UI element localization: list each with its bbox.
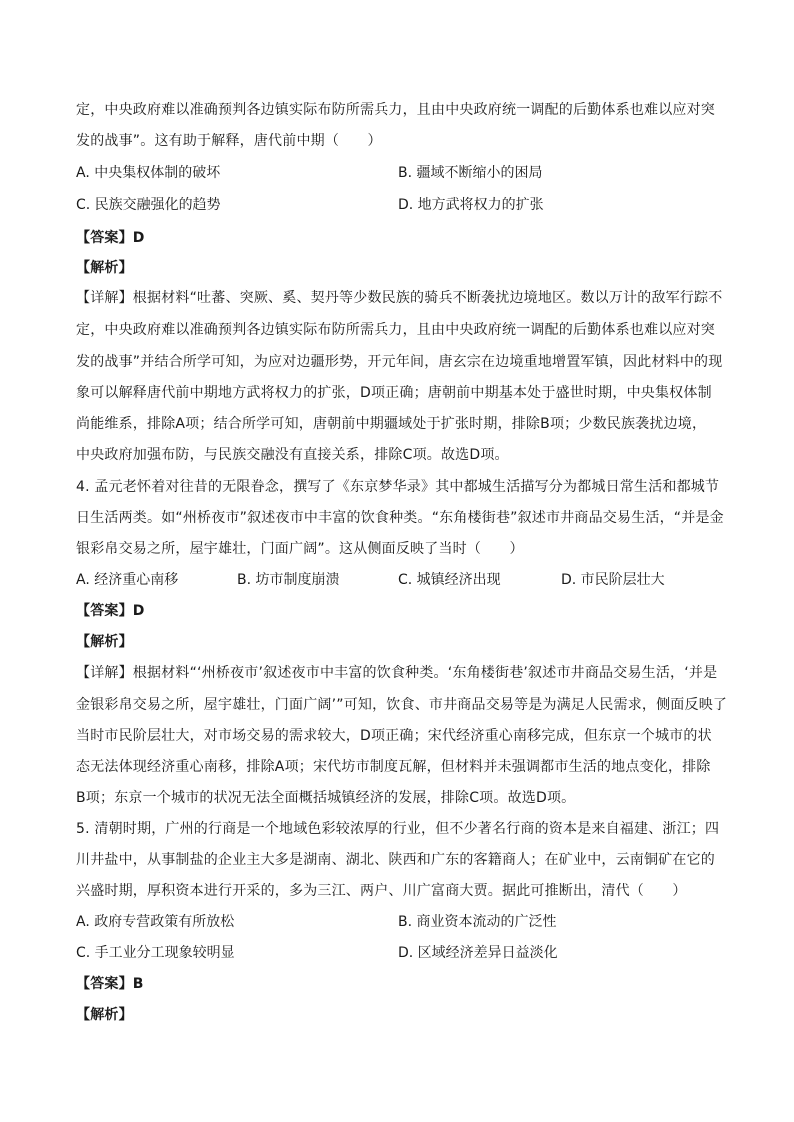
q3-detail-line: 中央政府加强布防，与民族交融没有直接关系，排除C项。故选D项。	[76, 447, 509, 463]
q3-detail-line: 象可以解释唐代前中期地方武将权力的扩张，D项正确；唐朝前中期基本处于盛世时期，中央集权体制	[76, 385, 712, 401]
q4-detail-line: 【详解】根据材料“‘州桥夜市’叙述夜市中丰富的饮食种类。‘东角楼街巷’叙述市井商品交易生活，‘并是	[76, 665, 718, 681]
q5-answer: 【答案】B	[76, 976, 144, 992]
q4-stem-line: 4. 孟元老怀着对往昔的无限眷念，撰写了《东京梦华录》其中都城生活描写分为都城日常生活和都城节	[76, 479, 720, 495]
q5-stem-line: 川井盐中，从事制盐的企业主大多是湖南、湖北、陕西和广东的客籍商人；在矿业中，云南铜矿在它的	[76, 852, 715, 868]
q5-stem-line: 兴盛时期，厚积资本进行开采的，多为三江、两户、川广富商大贾。据此可推断出，清代（ ）	[76, 883, 687, 899]
q5-analysis-label: 【解析】	[76, 1007, 133, 1023]
q3-option-c: C. 民族交融强化的趋势	[76, 197, 221, 213]
q5-option-d: D. 区域经济差异日益淡化	[398, 945, 558, 961]
q4-option-b: B. 坊市制度崩溃	[237, 572, 340, 588]
q4-option-d: D. 市民阶层壮大	[561, 572, 665, 588]
q3-analysis-label: 【解析】	[76, 260, 133, 276]
q4-stem-line: 银彩帛交易之所，屋宇雄壮，门面广阔”。这从侧面反映了当时（ ）	[76, 541, 524, 557]
q3-answer: 【答案】D	[76, 230, 145, 246]
q5-option-a: A. 政府专营政策有所放松	[76, 914, 235, 930]
q4-detail-line: B项；东京一个城市的状况无法全面概括城镇经济的发展，排除C项。故选D项。	[76, 790, 576, 806]
q3-stem-line: 定，中央政府难以准确预判各边镇实际布防所需兵力，且由中央政府统一调配的后勤体系也难以应对突	[76, 102, 715, 118]
q4-answer: 【答案】D	[76, 603, 145, 619]
q3-option-d: D. 地方武将权力的扩张	[398, 197, 544, 213]
q4-analysis-label: 【解析】	[76, 634, 133, 650]
q3-option-a: A. 中央集权体制的破坏	[76, 165, 221, 181]
q5-option-c: C. 手工业分工现象较明显	[76, 945, 235, 961]
q3-stem-line: 发的战事”。这有助于解释，唐代前中期（ ）	[76, 133, 382, 149]
q4-option-a: A. 经济重心南移	[76, 572, 179, 588]
q3-detail-line: 尚能维系，排除A项；结合所学可知，唐朝前中期疆域处于扩张时期，排除B项；少数民族袭扰边境，	[76, 416, 707, 432]
q4-option-c: C. 城镇经济出现	[398, 572, 501, 588]
q5-stem-line: 5. 清朝时期，广州的行商是一个地域色彩较浓厚的行业，但不少著名行商的资本是来自福建、浙江；四	[76, 821, 720, 837]
q4-stem-line: 日生活两类。如“州桥夜市”叙述夜市中丰富的饮食种类。“东角楼街巷”叙述市井商品交易生活，“并是金	[76, 510, 724, 526]
q3-option-b: B. 疆域不断缩小的困局	[398, 165, 543, 181]
q5-option-b: B. 商业资本流动的广泛性	[398, 914, 557, 930]
q3-detail-line: 发的战事”并结合所学可知，为应对边疆形势，开元年间，唐玄宗在边境重地增置军镇，因此材料中的现	[76, 354, 723, 370]
q4-detail-line: 当时市民阶层壮大，对市场交易的需求较大，D项正确；宋代经济重心南移完成，但东京一个城市的状	[76, 728, 712, 744]
q4-detail-line: 态无法体现经济重心南移，排除A项；宋代坊市制度瓦解，但材料并未强调都市生活的地点变化，排除	[76, 759, 711, 775]
q3-detail-line: 定，中央政府难以准确预判各边镇实际布防所需兵力，且由中央政府统一调配的后勤体系也难以应对突	[76, 322, 715, 338]
q4-detail-line: 金银彩帛交易之所，屋宇雄壮，门面广阔’”可知，饮食、市井商品交易等是为满足人民需求，侧面反映了	[76, 697, 728, 713]
q3-detail-line: 【详解】根据材料“吐蕃、突厥、奚、契丹等少数民族的骑兵不断袭扰边境地区。数以万计的敌军行踪不	[76, 290, 723, 306]
